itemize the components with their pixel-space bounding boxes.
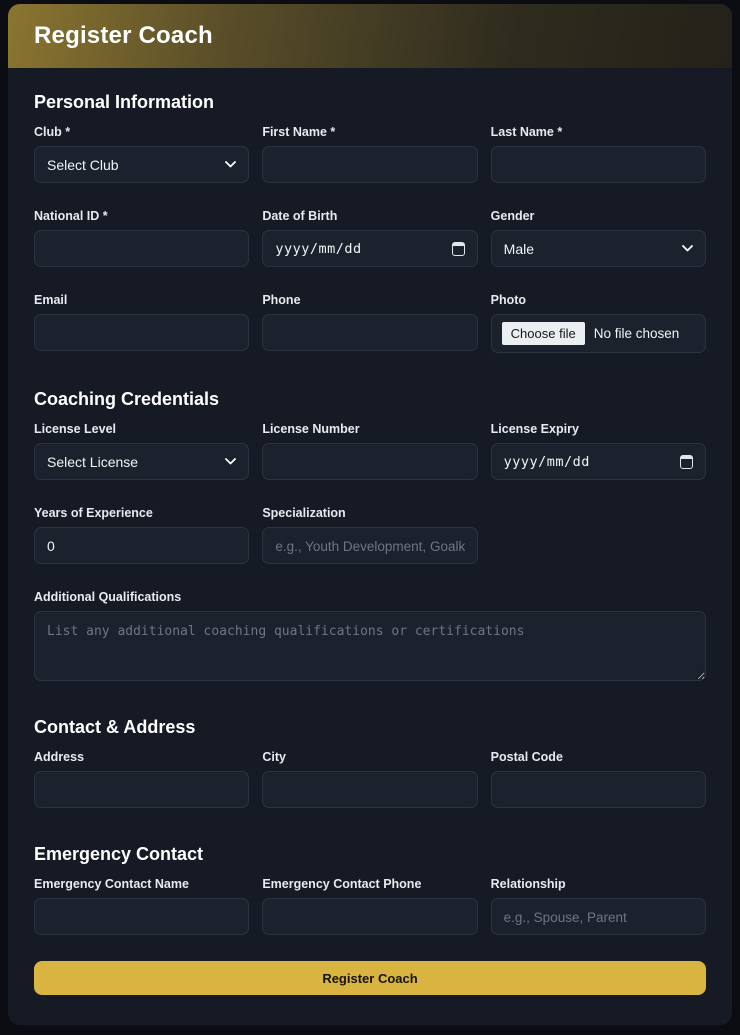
national-id-field — [34, 209, 249, 267]
additional-qualifications-field — [34, 590, 706, 681]
city-label: City — [262, 750, 286, 764]
city-field — [262, 750, 477, 808]
license-expiry-label: License Expiry — [490, 422, 579, 436]
register-coach-button[interactable]: Register Coach — [34, 961, 706, 995]
emergency-contact-phone-field — [262, 877, 477, 935]
emergency-contact-name-field — [34, 877, 249, 935]
national-id-input[interactable] — [34, 230, 249, 267]
license-level-select[interactable] — [34, 443, 249, 480]
years-of-experience-label: Years of Experience — [34, 506, 153, 520]
license-expiry-field — [491, 422, 706, 480]
years-of-experience-input[interactable] — [34, 527, 249, 564]
years-of-experience-field — [34, 506, 249, 564]
calendar-icon[interactable] — [452, 242, 465, 256]
license-level-field — [34, 422, 249, 480]
emergency-contact-name-label: Emergency Contact Name — [34, 877, 189, 891]
first-name-field — [262, 125, 477, 183]
section-contact-address — [34, 717, 706, 808]
photo-field — [491, 293, 706, 353]
first-name-label: First Name * — [262, 125, 336, 139]
section-coaching-credentials — [34, 389, 706, 681]
form-header — [8, 4, 732, 68]
photo-label: Photo — [490, 293, 527, 307]
register-coach-form — [8, 68, 732, 1025]
license-expiry-input[interactable] — [491, 443, 706, 480]
email-field — [34, 293, 249, 353]
row-license — [34, 422, 706, 480]
section-title-contact-address: Contact & Address — [34, 717, 196, 737]
emergency-contact-phone-label: Emergency Contact Phone — [262, 877, 422, 891]
date-of-birth-input[interactable] — [262, 230, 477, 267]
page-title: Register Coach — [34, 22, 213, 49]
chevron-down-icon — [225, 458, 236, 465]
email-label: Email — [34, 293, 68, 307]
club-select[interactable] — [34, 146, 249, 183]
phone-input[interactable] — [262, 314, 477, 351]
specialization-label: Specialization — [262, 506, 346, 520]
date-of-birth-label: Date of Birth — [262, 209, 338, 223]
club-select-value: Select Club — [47, 156, 119, 173]
gender-select-value: Male — [503, 240, 535, 257]
club-field — [34, 125, 249, 183]
section-title-emergency-contact: Emergency Contact — [34, 844, 204, 864]
license-level-select-value: Select License — [47, 453, 139, 470]
postal-code-input[interactable] — [491, 771, 706, 808]
gender-field — [491, 209, 706, 267]
row-emergency — [34, 877, 706, 935]
date-of-birth-value: yyyy/mm/dd — [275, 240, 362, 257]
last-name-input[interactable] — [491, 146, 706, 183]
last-name-label: Last Name * — [490, 125, 563, 139]
relationship-field — [491, 877, 706, 935]
license-expiry-value: yyyy/mm/dd — [503, 453, 590, 470]
last-name-field — [491, 125, 706, 183]
phone-field — [262, 293, 477, 353]
address-label: Address — [34, 750, 85, 764]
emergency-contact-name-input[interactable] — [34, 898, 249, 935]
email-input[interactable] — [34, 314, 249, 351]
postal-code-field — [491, 750, 706, 808]
relationship-input[interactable] — [491, 898, 706, 935]
register-coach-card — [8, 4, 732, 1025]
choose-file-button[interactable]: Choose file — [502, 322, 585, 345]
empty-grid-cell — [491, 506, 706, 564]
address-field — [34, 750, 249, 808]
photo-file-input[interactable] — [491, 314, 706, 353]
club-label: Club * — [34, 125, 71, 139]
gender-select[interactable] — [491, 230, 706, 267]
section-emergency-contact — [34, 844, 706, 935]
additional-qualifications-textarea[interactable] — [34, 611, 706, 681]
license-number-label: License Number — [262, 422, 360, 436]
emergency-contact-phone-input[interactable] — [262, 898, 477, 935]
postal-code-label: Postal Code — [490, 750, 563, 764]
city-input[interactable] — [262, 771, 477, 808]
phone-label: Phone — [262, 293, 301, 307]
section-title-coaching-credentials: Coaching Credentials — [34, 389, 220, 409]
row-club-firstname-lastname — [34, 125, 706, 183]
section-title-personal-information: Personal Information — [34, 92, 215, 112]
row-experience-specialization — [34, 506, 706, 564]
date-of-birth-field — [262, 209, 477, 267]
national-id-label: National ID * — [34, 209, 108, 223]
additional-qualifications-label: Additional Qualifications — [34, 590, 182, 604]
row-address-city-postal — [34, 750, 706, 808]
gender-label: Gender — [490, 209, 535, 223]
relationship-label: Relationship — [490, 877, 566, 891]
file-status-text: No file chosen — [593, 326, 680, 341]
chevron-down-icon — [225, 161, 236, 168]
address-input[interactable] — [34, 771, 249, 808]
row-email-phone-photo — [34, 293, 706, 353]
section-personal-information — [34, 92, 706, 353]
license-number-input[interactable] — [262, 443, 477, 480]
specialization-field — [262, 506, 477, 564]
row-nationalid-dob-gender — [34, 209, 706, 267]
first-name-input[interactable] — [262, 146, 477, 183]
calendar-icon[interactable] — [680, 455, 693, 469]
chevron-down-icon — [682, 245, 693, 252]
specialization-input[interactable] — [262, 527, 477, 564]
license-number-field — [262, 422, 477, 480]
license-level-label: License Level — [34, 422, 116, 436]
